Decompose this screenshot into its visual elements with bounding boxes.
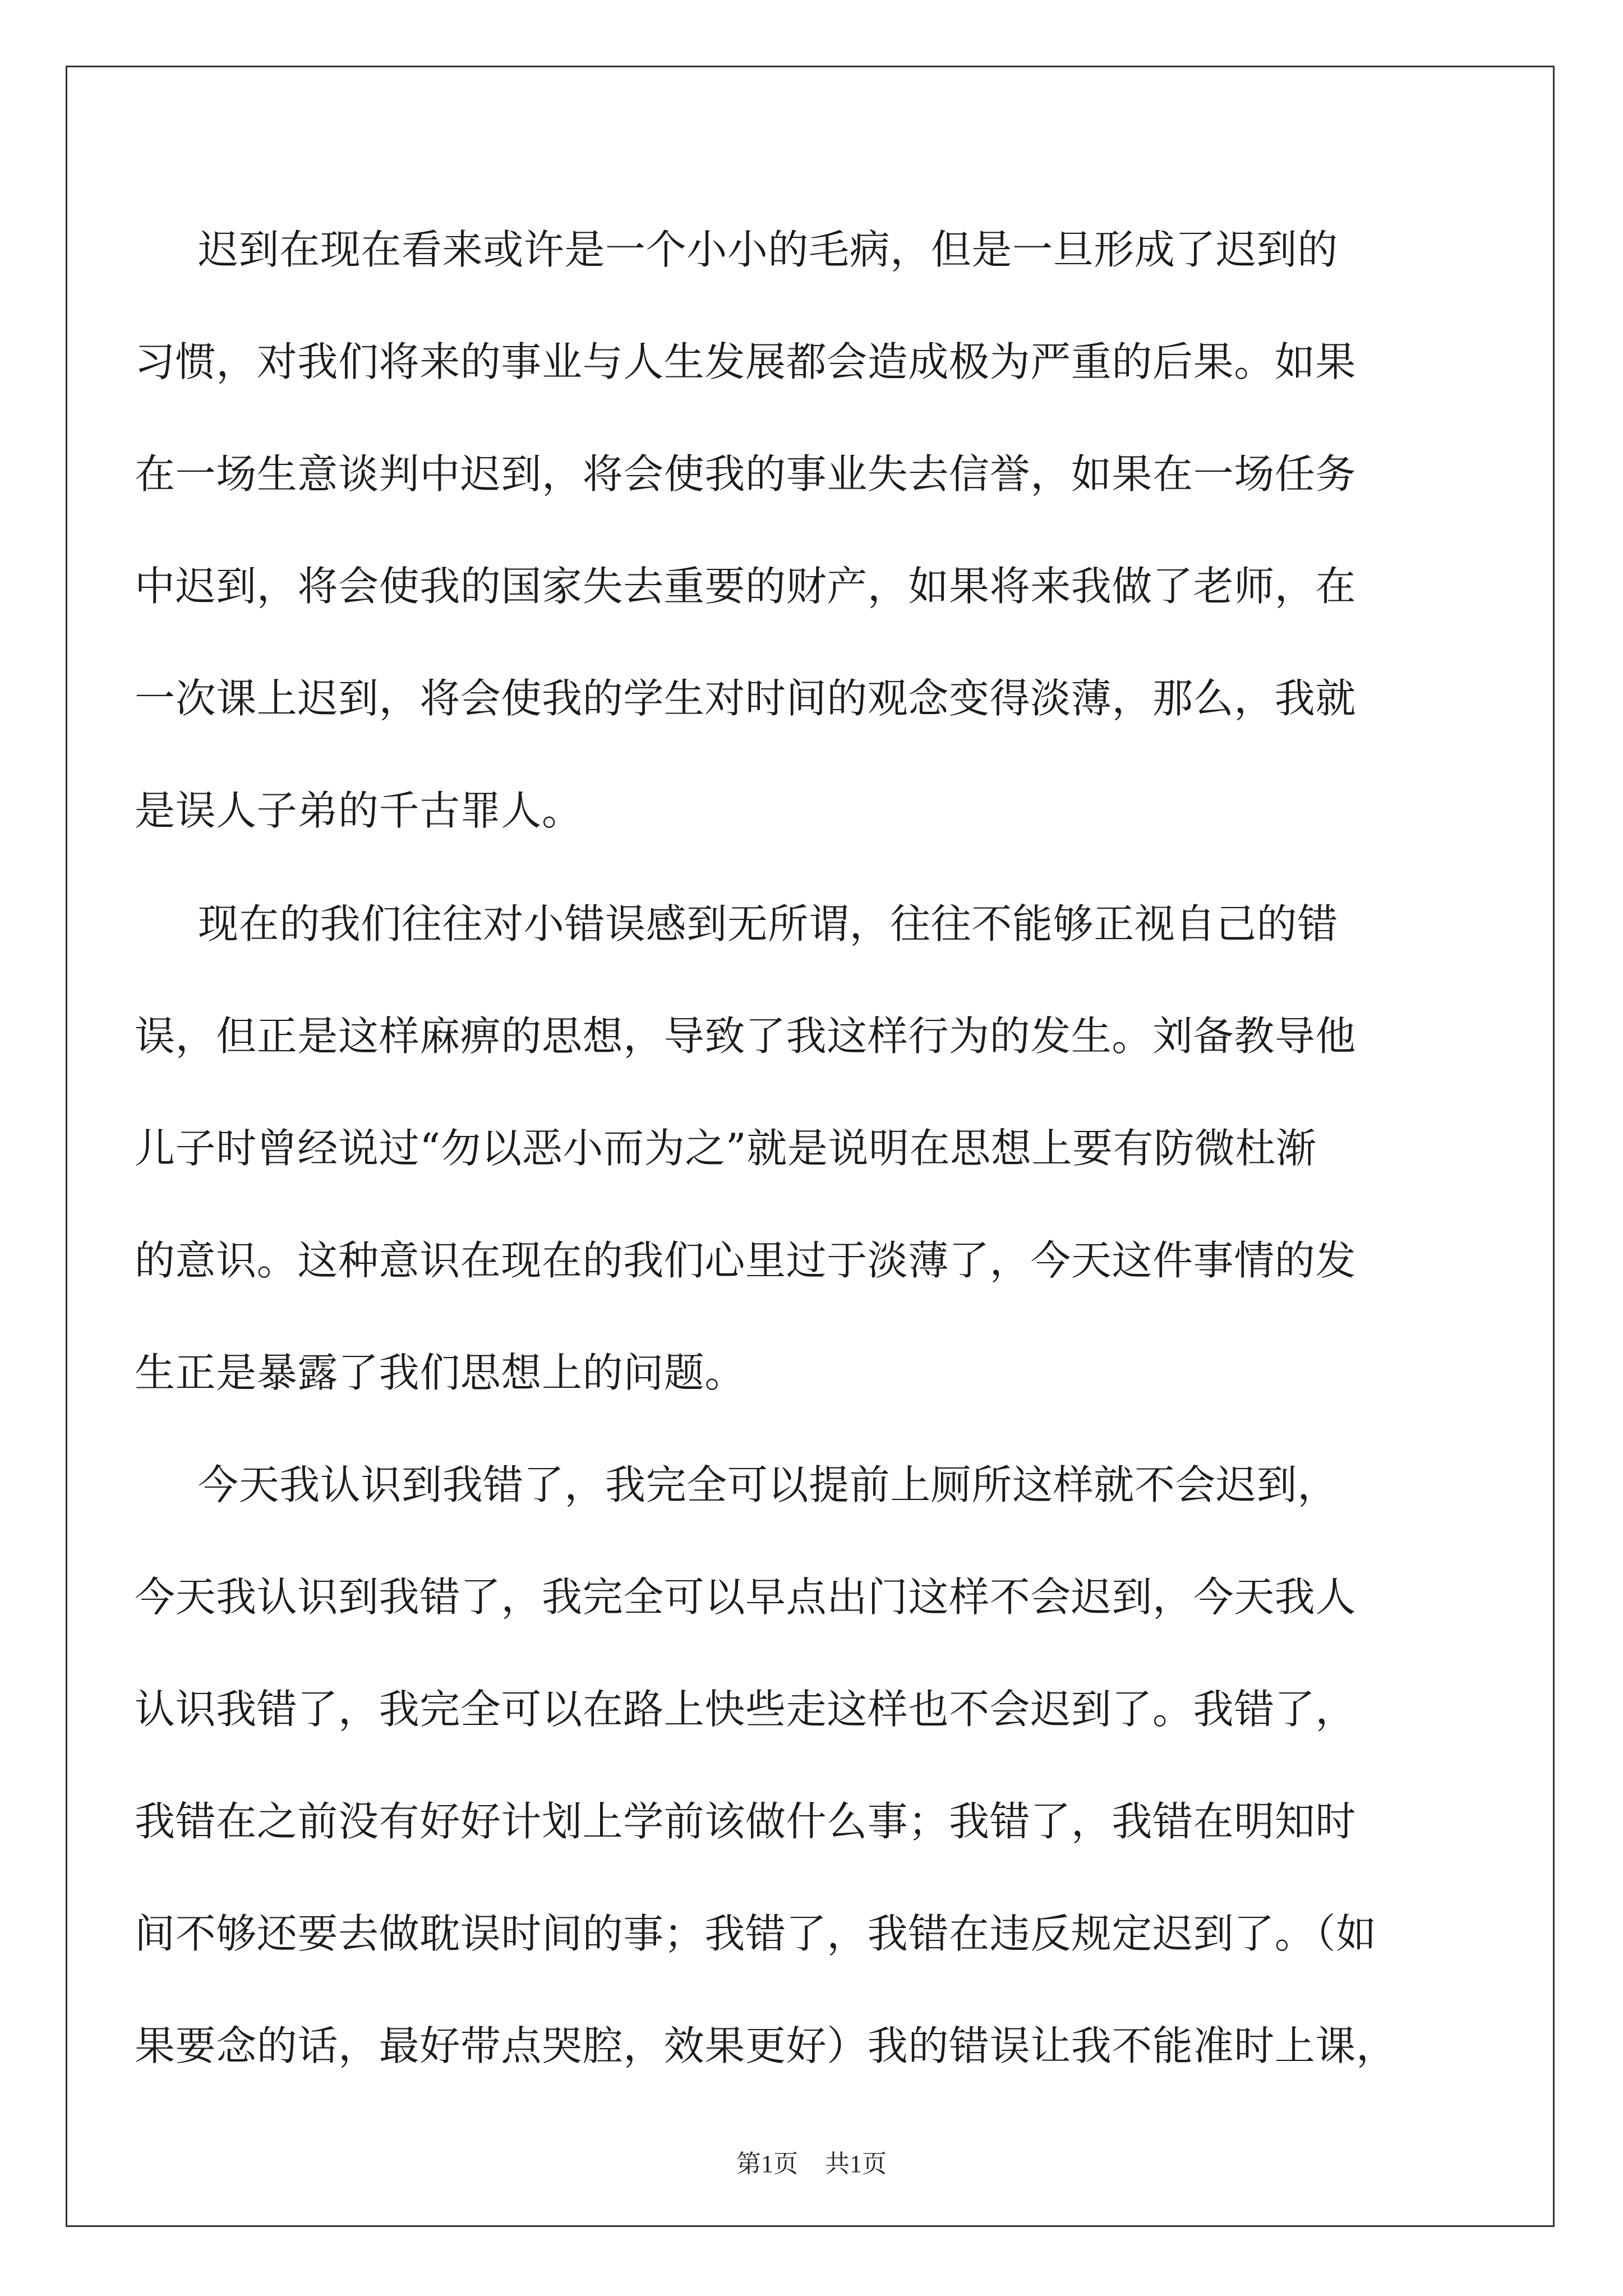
text-line: 我错在之前没有好好计划上学前该做什么事；我错了，我错在明知时 [135, 1798, 1357, 1845]
text-line: 间不够还要去做耽误时间的事；我错了，我错在违反规定迟到了。（如 [135, 1910, 1377, 1957]
text-line: 认识我错了，我完全可以在路上快些走这样也不会迟到了。我错了， [135, 1686, 1357, 1733]
text-line: 儿子时曾经说过“勿以恶小而为之”就是说明在思想上要有防微杜渐 [135, 1125, 1317, 1172]
text-line: 习惯，对我们将来的事业与人生发展都会造成极为严重的后果。如果 [135, 338, 1357, 385]
page-footer [0, 2148, 1623, 2180]
text-line: 误，但正是这样麻痹的思想，导致了我这样行为的发生。刘备教导他 [135, 1013, 1357, 1060]
text-line: 是误人子弟的千古罪人。 [135, 787, 583, 834]
text-line: 迟到在现在看来或许是一个小小的毛病，但是一旦形成了迟到的 [198, 226, 1338, 273]
text-line: 中迟到，将会使我的国家失去重要的财产，如果将来我做了老师，在 [135, 563, 1357, 610]
text-line: 今天我认识到我错了，我完全可以提前上厕所这样就不会迟到， [198, 1461, 1338, 1508]
text-line: 在一场生意谈判中迟到，将会使我的事业失去信誉，如果在一场任务 [135, 450, 1357, 498]
page-number-label: 第1页 [736, 2150, 798, 2178]
text-line: 现在的我们往往对小错误感到无所谓，往往不能够正视自己的错 [198, 900, 1338, 947]
text-line: 一次课上迟到，将会使我的学生对时间的观念变得淡薄，那么，我就 [135, 675, 1357, 722]
page-total-label: 共1页 [825, 2150, 887, 2178]
text-line: 果要念的话，最好带点哭腔，效果更好）我的错误让我不能准时上课， [135, 2022, 1397, 2069]
text-line: 今天我认识到我错了，我完全可以早点出门这样不会迟到，今天我人 [135, 1573, 1357, 1621]
text-line: 生正是暴露了我们思想上的问题。 [135, 1349, 746, 1396]
text-line: 的意识。这种意识在现在的我们心里过于淡薄了，今天这件事情的发 [135, 1237, 1357, 1284]
